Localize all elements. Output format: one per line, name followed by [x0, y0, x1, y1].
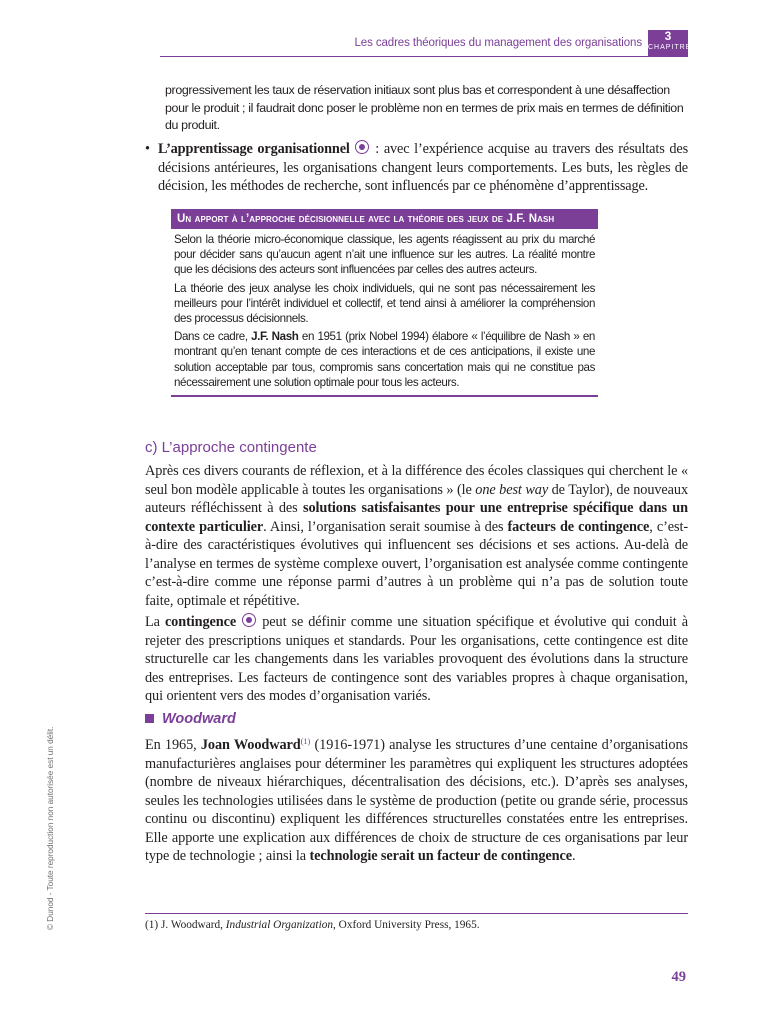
nash-paragraph-1: Selon la théorie micro-économique classique, les agents réagissent au prix du marché pour décider sans qu’aucun agent n’ait une influence sur les autres. La réalité montre que les décisions des acteurs sont influencées par celles des autres acteurs. [174, 233, 595, 277]
bullet-apprentissage [145, 140, 688, 196]
w-a: En 1965, [145, 737, 201, 753]
p1-b: de Taylor), de nouveaux auteurs réfléchissent à des [145, 481, 689, 516]
nash-paragraph-3 [174, 329, 595, 390]
p2-a: La [145, 614, 165, 630]
chapter-badge [648, 29, 692, 56]
chapter-number: 3 [664, 29, 672, 43]
term-apprentissage: L’apprentissage organisationnel [158, 141, 350, 157]
w-name: Joan Woodward [200, 737, 301, 753]
footnote-ref[interactable]: (1) [300, 736, 311, 746]
section-heading-contingente: c) L’approche contingente [145, 439, 317, 456]
contingente-paragraph-2 [145, 613, 688, 706]
nash-p3-end: en 1951 (prix Nobel 1994) élabore « l’équilibre de Nash » en montrant qu’en tenant compte de ces interactions et de ces anticipations, il existe une solution acceptable par tous, compromis sans concertation mais qui ne constitue pas nécessairement une solution optimale pour tous les acteurs. [174, 330, 595, 389]
w-bold-end: technologie serait un facteur de contingence [309, 848, 573, 864]
subheading-woodward [145, 711, 236, 727]
square-bullet-icon [145, 714, 154, 723]
running-head: Les cadres théoriques du management des organisations [354, 37, 642, 49]
w-c: . [572, 848, 576, 864]
continuation-paragraph: progressivement les taux de réservation initiaux sont plus bas et correspondent à une désaffection pour le produit ; il faudrait donc poser le problème non en termes de prix mais en termes de définition du produit. [165, 83, 684, 132]
woodward-heading-text: Woodward [162, 711, 236, 727]
nash-name: J.F. Nash [251, 330, 299, 344]
page-number: 49 [671, 969, 686, 985]
fn-b: , Oxford University Press, 1965. [333, 919, 480, 931]
p1-a: Après ces divers courants de réflexion, et à la différence des écoles classiques qui cherchent le « seul bon modèle applicable à toutes les organisations » (le [145, 463, 688, 498]
p2-b: peut se définir comme une situation spécifique et évolutive qui conduit à rejeter des prescriptions uniques et standards. Pour les organisations, cette contingence est dite structurelle car les changements dans les variables provoquent des évolutions dans la structure des entreprises. Les facteurs de contingence sont des variables propres à chaque organisation, qui orientent vers des modes d’organisation variés. [145, 614, 688, 704]
fn-italic: Industrial Organization [225, 919, 334, 931]
bullet-body [158, 140, 688, 196]
p1-bold-2: facteurs de contingence [507, 518, 650, 535]
nash-paragraph-2: La théorie des jeux analyse les choix individuels, qui ne sont pas nécessairement les meilleurs pour l’intérêt individuel et collectif, et tend ainsi à améliorer la compréhension des processus décisionnels. [174, 281, 595, 326]
glossary-marker-icon [242, 613, 256, 627]
nash-box-text [171, 229, 598, 390]
contingente-paragraph-1 [145, 462, 688, 610]
glossary-marker-icon [355, 140, 369, 154]
p1-c: . Ainsi, l’organisation serait soumise à des [263, 518, 508, 535]
fn-a: (1) J. Woodward, [145, 919, 226, 931]
bullet-dot-icon: • [145, 141, 150, 157]
nash-p3-start: Dans ce cadre, [174, 330, 252, 344]
footnote [145, 919, 480, 931]
bullet-text: : avec l’expérience acquise au travers des résultats des décisions antérieures, les organisations changent leurs comportements. Les buts, les règles de décision, les méthodes de recherche, sont influencés par ce phénomène d’apprentissage. [158, 141, 688, 194]
chapter-label: CHAPITRE [648, 44, 692, 51]
nash-box [171, 209, 598, 397]
side-copyright: © Dunod - Toute reproduction non autorisée est un délit. [46, 726, 55, 930]
woodward-paragraph [145, 736, 688, 866]
w-b: (1916-1971) analyse les structures d’une centaine d’organisations manufacturières anglaises pour déterminer les paramètres qui expliquent les structures adoptées (nombre de niveaux hiérarchiques, décentralisation des décisions, etc.). D’après ses analyses, seules les technologies utilisées dans le système de production (petite ou grande série, processus continu ou discontinu) expliquent les différences structurelles constatées entre les entreprises. Elle apporte une explication aux différences de choix de structure de ces organisations par leur type de technologie ; ainsi la [145, 737, 688, 864]
nash-box-title: Un apport à l’approche décisionnelle avec la théorie des jeux de J.F. Nash [171, 209, 598, 229]
p2-bold: contingence [164, 614, 237, 630]
p1-italic: one best way [475, 481, 549, 498]
header-rule [160, 56, 688, 57]
footnote-rule [145, 913, 688, 914]
p1-d: , c’est-à-dire des caractéristiques évolutives qui influencent ses décisions et ses actions. Au-delà de l’analyse en termes de système complexe ouvert, l’organisation est analysée comme contingente c’est-à-dire comme une réponse parmi d’autres à un problème qui n’a pas de solution toute faite, optimale et répétitive. [145, 518, 688, 609]
p1-bold-1: solutions satisfaisantes pour une entreprise spécifique dans un contexte particulier [145, 500, 688, 535]
